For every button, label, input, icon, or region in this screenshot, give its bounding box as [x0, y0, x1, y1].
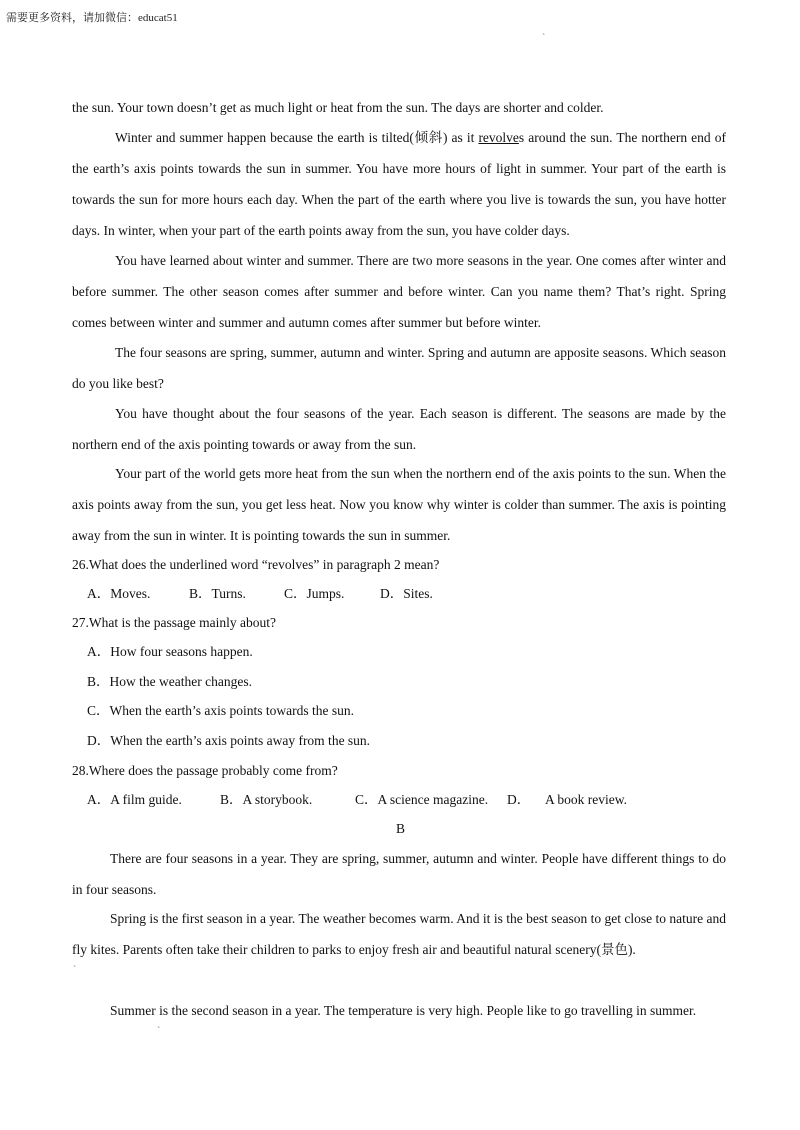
q28-option-d: A book review. [545, 792, 627, 807]
passage-a-paragraph-1: Winter and summer happen because the earth is tilted(倾斜) as it revolves around the sun. The northern end of the earth’s axis points towards the sun in summer. You have more hours of light in summer. Your part of the earth is towards the sun for more hours each day. When the part of the earth where you live is towards the sun, you have hotter days. In winter, when your part of the earth points away from the sun, you have colder days. [72, 130, 726, 238]
passage-a-paragraph-4: You have thought about the four seasons of the year. Each season is different. The seasons are made by the northern end of the axis pointing towards or away from the sun. [72, 406, 726, 452]
q27-option-d: D．When the earth’s axis points away from the sun. [87, 733, 371, 748]
passage-a-paragraph-2: You have learned about winter and summer. There are two more seasons in the year. One comes after winter and before summer. The other season comes after summer and before winter. Can you name them? That’s right. Spring comes between winter and summer and autumn comes after summer but before winter. [72, 253, 726, 330]
q28-option-d-letter: D． [507, 792, 531, 807]
question-26: 26.What does the underlined word “revolves” in paragraph 2 mean? [72, 557, 440, 572]
q26-option-b: B．Turns. [189, 586, 246, 601]
q27-option-b: B．How the weather changes. [87, 674, 252, 689]
passage-b-paragraph-3: Summer is the second season in a year. The temperature is very high. People like to go travelling in summer. [110, 1003, 697, 1018]
question-28: 28.Where does the passage probably come from? [72, 763, 338, 778]
header-note: 需要更多资料，请加微信：educat51 [6, 12, 178, 24]
scan-mark: ˋ [542, 33, 546, 44]
scan-mark: ˋ [73, 965, 77, 976]
q28-option-c: C．A science magazine. [355, 792, 489, 807]
q26-option-c: C．Jumps. [284, 586, 345, 601]
passage-a-paragraph-5: Your part of the world gets more heat from the sun when the northern end of the axis points to the sun. When the axis points away from the sun, you get less heat. Now you know why winter is colder than summer. The axis is pointing away from the sun in winter. It is pointing towards the sun in summer. [72, 466, 726, 543]
scan-mark: ˋ [157, 1026, 161, 1037]
q28-option-b: B．A storybook. [220, 792, 313, 807]
q27-option-c: C．When the earth’s axis points towards the sun. [87, 703, 354, 718]
passage-a-paragraph-0: the sun. Your town doesn’t get as much light or heat from the sun. The days are shorter and colder. [72, 100, 604, 115]
passage-b-paragraph-2: Spring is the first season in a year. The weather becomes warm. And it is the best season to get close to nature and fly kites. Parents often take their children to parks to enjoy fresh air and beautiful natural scenery(景色). [72, 911, 726, 957]
passage-a-paragraph-3: The four seasons are spring, summer, autumn and winter. Spring and autumn are apposite seasons. Which season do you like best? [72, 345, 726, 391]
q26-option-d: D．Sites. [380, 586, 433, 601]
passage-b-paragraph-1: There are four seasons in a year. They are spring, summer, autumn and winter. People have different things to do in four seasons. [72, 851, 726, 897]
q26-option-a: A．Moves. [87, 586, 151, 601]
q27-option-a: A．How four seasons happen. [87, 644, 253, 659]
section-b-heading: B [396, 821, 406, 836]
underlined-word-revolves: revolve [478, 130, 519, 145]
q28-option-a: A．A film guide. [87, 792, 182, 807]
question-27: 27.What is the passage mainly about? [72, 615, 276, 630]
